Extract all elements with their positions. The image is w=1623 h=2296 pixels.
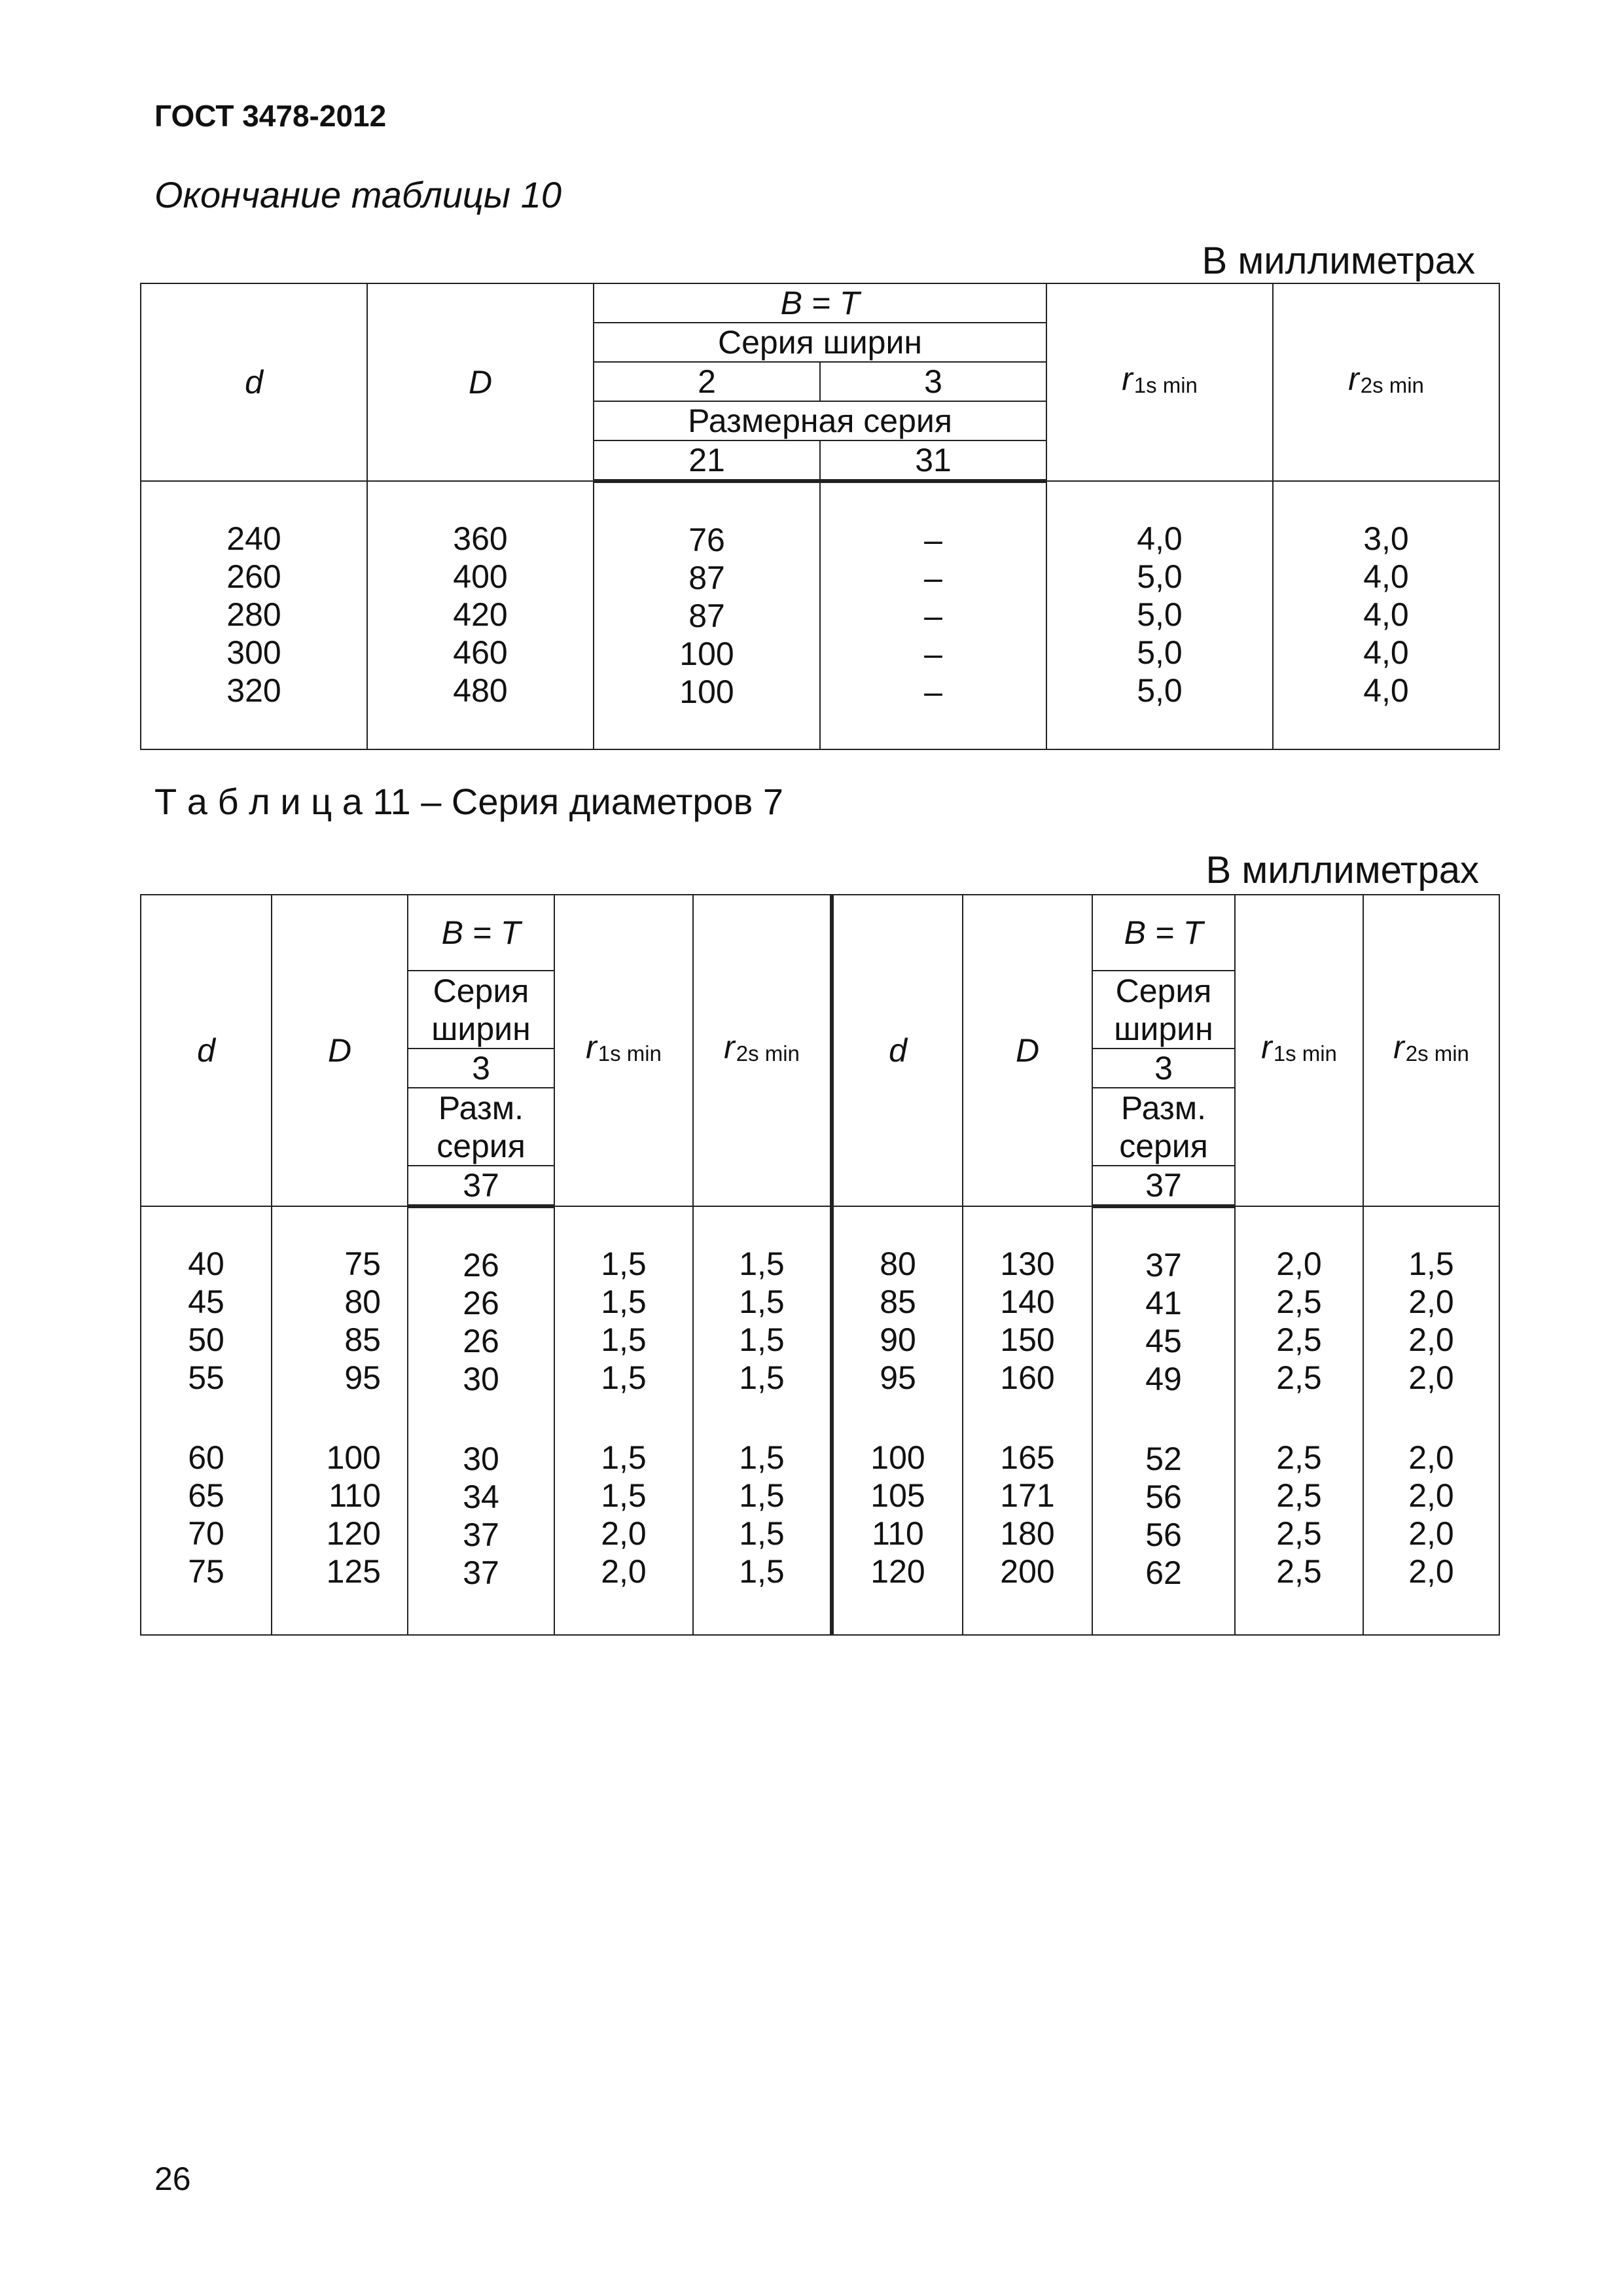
left-column-b <box>408 1206 554 1635</box>
left-header-width-series-line1: Серия <box>408 971 554 1010</box>
table-11 <box>140 894 1500 1636</box>
table-cell-value: 37 <box>463 1554 499 1591</box>
table-cell-value: 75 <box>344 1246 381 1282</box>
left-header-r1s-min: r1s min <box>554 895 693 1206</box>
table-cell-value: – <box>924 673 942 710</box>
left-column-D <box>272 1206 408 1635</box>
right-header-r2s-min: r2s min <box>1363 895 1499 1206</box>
left-header-width-series-3: 3 <box>408 1049 554 1088</box>
table10-units: В миллиметрах <box>1202 240 1475 282</box>
right-header-width-series-line2: ширин <box>1092 1010 1235 1049</box>
table-cell-value: 320 <box>226 672 281 709</box>
table-cell-value: 41 <box>1145 1285 1182 1321</box>
right-column-D <box>963 1206 1092 1635</box>
right-column-r2s-min <box>1363 1206 1499 1635</box>
table-cell-value: 110 <box>329 1477 381 1514</box>
table-cell-value: 2,0 <box>1408 1283 1454 1320</box>
right-header-dim-series-line2: серия <box>1092 1127 1235 1166</box>
header-b-equals-t: B = T <box>594 283 1046 323</box>
table-cell-value: 30 <box>463 1361 499 1397</box>
table-cell-value: – <box>924 560 942 596</box>
right-header-dim-series-37: 37 <box>1092 1166 1235 1206</box>
table-cell-value: 56 <box>1145 1479 1182 1515</box>
column-r2s-min <box>1273 481 1499 749</box>
table-cell-value: 4,0 <box>1363 672 1409 709</box>
header-d: d <box>141 283 367 481</box>
table-cell-value: 2,5 <box>1276 1321 1322 1358</box>
table-cell-value: 1,5 <box>601 1246 647 1282</box>
left-header-dim-series-line1: Разм. <box>408 1088 554 1127</box>
table-cell-value: 125 <box>326 1553 381 1590</box>
table-cell-value: 100 <box>870 1439 925 1476</box>
table-cell-value: 150 <box>1000 1321 1055 1358</box>
table-cell-value: 1,5 <box>601 1359 647 1396</box>
table-cell-value: 480 <box>453 672 508 709</box>
table-cell-value: 65 <box>188 1477 224 1514</box>
header-dimension-series-31: 31 <box>820 440 1046 481</box>
table-cell-value: 26 <box>463 1285 499 1321</box>
table-cell-value: 76 <box>688 522 725 558</box>
table-cell-value: – <box>924 636 942 672</box>
table-cell-value: 87 <box>688 598 725 634</box>
table-cell-value: 37 <box>1145 1247 1182 1283</box>
table-cell-value: 165 <box>1000 1439 1055 1476</box>
right-column-b <box>1092 1206 1235 1635</box>
right-column-r1s-min <box>1235 1206 1363 1635</box>
table-cell-value: 160 <box>1000 1359 1055 1396</box>
table-cell-value: 40 <box>188 1246 224 1282</box>
table-cell-value: 80 <box>880 1246 916 1282</box>
table-cell-value: 400 <box>453 558 508 595</box>
table-cell-value: 60 <box>188 1439 224 1476</box>
left-header-width-series-line2: ширин <box>408 1010 554 1049</box>
table-cell-value: 280 <box>226 596 281 633</box>
table-cell-value: 49 <box>1145 1361 1182 1397</box>
table-cell-value: 420 <box>453 596 508 633</box>
table-cell-value: 30 <box>463 1441 499 1477</box>
table-cell-value: 1,5 <box>601 1283 647 1320</box>
table-cell-value: 1,5 <box>739 1359 785 1396</box>
column-r1s-min <box>1046 481 1273 749</box>
table-cell-value: – <box>924 598 942 634</box>
left-header-d: d <box>141 895 272 1206</box>
table-cell-value: 1,5 <box>739 1515 785 1552</box>
table-cell-value: 100 <box>679 636 734 672</box>
table-cell-value: 45 <box>188 1283 224 1320</box>
table-cell-value: 90 <box>880 1321 916 1358</box>
table-cell-value: 300 <box>226 634 281 671</box>
table-cell-value: 171 <box>1000 1477 1055 1514</box>
table-cell-value: 45 <box>1145 1323 1182 1359</box>
right-header-d: d <box>832 895 963 1206</box>
table-cell-value: 1,5 <box>601 1477 647 1514</box>
table-cell-value: 62 <box>1145 1554 1182 1591</box>
table-cell-value: 4,0 <box>1137 520 1183 557</box>
left-column-r2s-min <box>693 1206 832 1635</box>
table-cell-value: 2,0 <box>1276 1246 1322 1282</box>
left-header-dim-series-37: 37 <box>408 1166 554 1206</box>
column-D <box>367 481 594 749</box>
table11-caption: Т а б л и ц а 11 – Серия диаметров 7 <box>154 781 784 822</box>
table-cell-value: 37 <box>463 1516 499 1553</box>
table-cell-value: 2,5 <box>1276 1359 1322 1396</box>
table-cell-value: 55 <box>188 1359 224 1396</box>
table-cell-value: 110 <box>872 1515 924 1552</box>
table10-caption: Окончание таблицы 10 <box>154 174 562 215</box>
table-cell-value: 100 <box>326 1439 381 1476</box>
table-cell-value: 5,0 <box>1137 596 1183 633</box>
header-width-series-2: 2 <box>594 362 820 401</box>
right-header-D: D <box>963 895 1092 1206</box>
header-dimension-series-21: 21 <box>594 440 820 481</box>
table-cell-value: 180 <box>1000 1515 1055 1552</box>
table-cell-value: 52 <box>1145 1441 1182 1477</box>
table-cell-value: 240 <box>226 520 281 557</box>
column-b-series-31 <box>820 481 1046 749</box>
right-column-d <box>832 1206 963 1635</box>
table-cell-value: 95 <box>344 1359 381 1396</box>
right-header-r1s-min: r1s min <box>1235 895 1363 1206</box>
table-cell-value: 75 <box>188 1553 224 1590</box>
table-cell-value: 105 <box>870 1477 925 1514</box>
table-cell-value: 2,5 <box>1276 1439 1322 1476</box>
table-cell-value: 2,5 <box>1276 1515 1322 1552</box>
table-cell-value: 5,0 <box>1137 672 1183 709</box>
table-cell-value: 26 <box>463 1247 499 1283</box>
left-header-r2s-min: r2s min <box>693 895 832 1206</box>
table-cell-value: 1,5 <box>1408 1246 1454 1282</box>
table-cell-value: 2,0 <box>1408 1553 1454 1590</box>
table11-units: В миллиметрах <box>1205 849 1479 891</box>
table-cell-value: 4,0 <box>1363 596 1409 633</box>
table-cell-value: 2,0 <box>1408 1515 1454 1552</box>
header-r1s-min: r1s min <box>1046 283 1273 481</box>
table-cell-value: 2,0 <box>601 1553 647 1590</box>
table-cell-value: 1,5 <box>739 1439 785 1476</box>
table-cell-value: 120 <box>326 1515 381 1552</box>
header-D: D <box>367 283 594 481</box>
header-width-series: Серия ширин <box>594 323 1046 362</box>
right-header-b-equals-t: B = T <box>1092 895 1235 971</box>
table-cell-value: 2,5 <box>1276 1553 1322 1590</box>
table-cell-value: 56 <box>1145 1516 1182 1553</box>
table-cell-value: 2,5 <box>1276 1283 1322 1320</box>
right-header-width-series-3: 3 <box>1092 1049 1235 1088</box>
table-cell-value: 100 <box>679 673 734 710</box>
table-cell-value: 1,5 <box>601 1439 647 1476</box>
page-number: 26 <box>154 2161 191 2197</box>
left-column-d <box>141 1206 272 1635</box>
table-cell-value: 5,0 <box>1137 634 1183 671</box>
table-cell-value: 200 <box>1000 1553 1055 1590</box>
left-header-D: D <box>272 895 408 1206</box>
table-cell-value: 140 <box>1000 1283 1055 1320</box>
header-dimension-series: Размерная серия <box>594 401 1046 440</box>
table-cell-value: 2,0 <box>1408 1321 1454 1358</box>
table-cell-value: 1,5 <box>601 1321 647 1358</box>
left-header-dim-series-line2: серия <box>408 1127 554 1166</box>
table-cell-value: 26 <box>463 1323 499 1359</box>
table-cell-value: 2,0 <box>1408 1477 1454 1514</box>
table-cell-value: 2,0 <box>1408 1359 1454 1396</box>
header-width-series-3: 3 <box>820 362 1046 401</box>
table-cell-value: 2,0 <box>1408 1439 1454 1476</box>
table-cell-value: 85 <box>880 1283 916 1320</box>
table-cell-value: 80 <box>344 1283 381 1320</box>
table-cell-value: 87 <box>688 560 725 596</box>
table-cell-value: 1,5 <box>739 1477 785 1514</box>
right-header-width-series-line1: Серия <box>1092 971 1235 1010</box>
table-cell-value: 360 <box>453 520 508 557</box>
table-cell-value: 260 <box>226 558 281 595</box>
column-d <box>141 481 367 749</box>
left-header-b-equals-t: B = T <box>408 895 554 971</box>
table-cell-value: 70 <box>188 1515 224 1552</box>
table-cell-value: 50 <box>188 1321 224 1358</box>
table-cell-value: 34 <box>463 1479 499 1515</box>
table-cell-value: 1,5 <box>739 1246 785 1282</box>
table-cell-value: 5,0 <box>1137 558 1183 595</box>
table-cell-value: 4,0 <box>1363 558 1409 595</box>
table-cell-value: 85 <box>344 1321 381 1358</box>
table-cell-value: 2,0 <box>601 1515 647 1552</box>
table-cell-value: 1,5 <box>739 1553 785 1590</box>
table-cell-value: 95 <box>880 1359 916 1396</box>
document-header: ГОСТ 3478-2012 <box>154 99 387 133</box>
table-cell-value: 130 <box>1000 1246 1055 1282</box>
table-cell-value: 2,5 <box>1276 1477 1322 1514</box>
left-column-r1s-min <box>554 1206 693 1635</box>
table-cell-value: 3,0 <box>1363 520 1409 557</box>
table-cell-value: 4,0 <box>1363 634 1409 671</box>
header-r2s-min: r2s min <box>1273 283 1499 481</box>
table-cell-value: 120 <box>870 1553 925 1590</box>
table-cell-value: – <box>924 522 942 558</box>
table-cell-value: 1,5 <box>739 1321 785 1358</box>
table-cell-value: 1,5 <box>739 1283 785 1320</box>
column-b-series-21 <box>594 481 820 749</box>
table-cell-value: 460 <box>453 634 508 671</box>
right-header-dim-series-line1: Разм. <box>1092 1088 1235 1127</box>
table-10 <box>140 283 1500 750</box>
